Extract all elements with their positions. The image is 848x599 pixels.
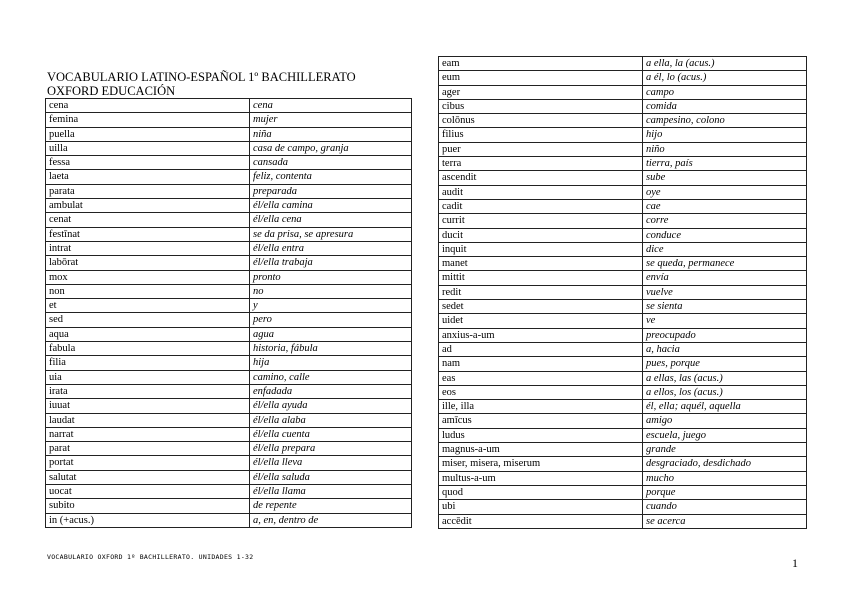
spanish-translation: vuelve xyxy=(643,285,807,299)
latin-term: anxius-a-um xyxy=(439,328,643,342)
table-row xyxy=(46,113,412,127)
table-row xyxy=(46,442,412,456)
table-row xyxy=(46,213,412,227)
latin-term: miser, misera, miserum xyxy=(439,457,643,471)
table-row xyxy=(439,485,807,499)
spanish-translation: se acerca xyxy=(643,514,807,528)
latin-term: sedet xyxy=(439,300,643,314)
table-row xyxy=(439,85,807,99)
latin-term: laeta xyxy=(46,170,250,184)
table-row xyxy=(439,257,807,271)
latin-term: et xyxy=(46,299,250,313)
page-footer: VOCABULARIO OXFORD 1º BACHILLERATO. UNIDADES 1-32 xyxy=(47,553,254,561)
table-row xyxy=(439,185,807,199)
latin-term: cibus xyxy=(439,99,643,113)
latin-term: parata xyxy=(46,184,250,198)
table-row xyxy=(46,513,412,527)
spanish-translation: mujer xyxy=(250,113,412,127)
latin-term: uia xyxy=(46,370,250,384)
title-line-2: OXFORD EDUCACIÓN xyxy=(47,84,176,98)
spanish-translation: escuela, juego xyxy=(643,428,807,442)
spanish-translation: niño xyxy=(643,142,807,156)
spanish-translation: él/ella llama xyxy=(250,485,412,499)
spanish-translation: él/ella cuenta xyxy=(250,427,412,441)
latin-term: ille, illa xyxy=(439,400,643,414)
latin-term: amīcus xyxy=(439,414,643,428)
latin-term: eas xyxy=(439,371,643,385)
latin-term: ludus xyxy=(439,428,643,442)
spanish-translation: a él, lo (acus.) xyxy=(643,71,807,85)
table-row xyxy=(46,284,412,298)
latin-term: subito xyxy=(46,499,250,513)
table-row xyxy=(46,399,412,413)
table-row xyxy=(439,99,807,113)
latin-term: eam xyxy=(439,57,643,71)
spanish-translation: porque xyxy=(643,485,807,499)
spanish-translation: a, en, dentro de xyxy=(250,513,412,527)
table-row xyxy=(439,514,807,528)
table-row xyxy=(439,328,807,342)
spanish-translation: campesino, colono xyxy=(643,114,807,128)
spanish-translation: amigo xyxy=(643,414,807,428)
table-row xyxy=(439,114,807,128)
latin-term: uilla xyxy=(46,141,250,155)
spanish-translation: agua xyxy=(250,327,412,341)
spanish-translation: corre xyxy=(643,214,807,228)
title-line-1: VOCABULARIO LATINO-ESPAÑOL 1º BACHILLERATO xyxy=(47,70,356,84)
latin-term: filia xyxy=(46,356,250,370)
spanish-translation: cae xyxy=(643,199,807,213)
table-row xyxy=(46,270,412,284)
spanish-translation: él/ella trabaja xyxy=(250,256,412,270)
table-row xyxy=(439,142,807,156)
latin-term: ducit xyxy=(439,228,643,242)
table-row xyxy=(46,485,412,499)
table-row xyxy=(46,241,412,255)
spanish-translation: mucho xyxy=(643,471,807,485)
spanish-translation: él/ella entra xyxy=(250,241,412,255)
table-row xyxy=(439,228,807,242)
spanish-translation: tierra, país xyxy=(643,157,807,171)
latin-term: festīnat xyxy=(46,227,250,241)
table-row xyxy=(46,256,412,270)
table-row xyxy=(46,470,412,484)
table-row xyxy=(439,171,807,185)
spanish-translation: hijo xyxy=(643,128,807,142)
spanish-translation: casa de campo, granja xyxy=(250,141,412,155)
spanish-translation: historia, fábula xyxy=(250,342,412,356)
latin-term: intrat xyxy=(46,241,250,255)
spanish-translation: él/ella camina xyxy=(250,199,412,213)
spanish-translation: a ella, la (acus.) xyxy=(643,57,807,71)
spanish-translation: a ellas, las (acus.) xyxy=(643,371,807,385)
table-row xyxy=(439,400,807,414)
spanish-translation: él/ella ayuda xyxy=(250,399,412,413)
table-row xyxy=(46,384,412,398)
latin-term: puer xyxy=(439,142,643,156)
latin-term: quod xyxy=(439,485,643,499)
table-row xyxy=(46,427,412,441)
spanish-translation: a ellos, los (acus.) xyxy=(643,385,807,399)
latin-term: accēdit xyxy=(439,514,643,528)
vocabulary-table-left xyxy=(45,98,412,528)
latin-term: uocat xyxy=(46,485,250,499)
table-row xyxy=(46,199,412,213)
spanish-translation: campo xyxy=(643,85,807,99)
latin-term: filius xyxy=(439,128,643,142)
spanish-translation: él/ella alaba xyxy=(250,413,412,427)
table-row xyxy=(439,357,807,371)
latin-term: fabula xyxy=(46,342,250,356)
latin-term: ambulat xyxy=(46,199,250,213)
spanish-translation: pronto xyxy=(250,270,412,284)
spanish-translation: niña xyxy=(250,127,412,141)
spanish-translation: se queda, permanece xyxy=(643,257,807,271)
latin-term: manet xyxy=(439,257,643,271)
table-row xyxy=(46,499,412,513)
spanish-translation: cuando xyxy=(643,500,807,514)
spanish-translation: pues, porque xyxy=(643,357,807,371)
latin-term: magnus-a-um xyxy=(439,443,643,457)
table-row xyxy=(46,127,412,141)
spanish-translation: no xyxy=(250,284,412,298)
table-row xyxy=(439,443,807,457)
latin-term: colōnus xyxy=(439,114,643,128)
table-row xyxy=(439,342,807,356)
table-row xyxy=(46,99,412,113)
latin-term: uidet xyxy=(439,314,643,328)
latin-term: cenat xyxy=(46,213,250,227)
latin-term: eum xyxy=(439,71,643,85)
table-row xyxy=(439,314,807,328)
spanish-translation: ve xyxy=(643,314,807,328)
latin-term: salutat xyxy=(46,470,250,484)
table-row xyxy=(439,71,807,85)
spanish-translation: oye xyxy=(643,185,807,199)
latin-term: portat xyxy=(46,456,250,470)
spanish-translation: preparada xyxy=(250,184,412,198)
table-row xyxy=(46,299,412,313)
table-row xyxy=(439,300,807,314)
table-row xyxy=(439,385,807,399)
latin-term: ascendit xyxy=(439,171,643,185)
table-row xyxy=(46,156,412,170)
table-row xyxy=(46,413,412,427)
latin-term: ad xyxy=(439,342,643,356)
latin-term: in (+acus.) xyxy=(46,513,250,527)
latin-term: multus-a-um xyxy=(439,471,643,485)
latin-term: cadit xyxy=(439,199,643,213)
table-row xyxy=(439,199,807,213)
latin-term: non xyxy=(46,284,250,298)
latin-term: labōrat xyxy=(46,256,250,270)
latin-term: terra xyxy=(439,157,643,171)
table-row xyxy=(439,471,807,485)
spanish-translation: sube xyxy=(643,171,807,185)
latin-term: nam xyxy=(439,357,643,371)
spanish-translation: envía xyxy=(643,271,807,285)
latin-term: redit xyxy=(439,285,643,299)
spanish-translation: él, ella; aquél, aquella xyxy=(643,400,807,414)
spanish-translation: se da prisa, se apresura xyxy=(250,227,412,241)
spanish-translation: él/ella saluda xyxy=(250,470,412,484)
spanish-translation: cena xyxy=(250,99,412,113)
table-row xyxy=(46,370,412,384)
spanish-translation: dice xyxy=(643,242,807,256)
latin-term: cena xyxy=(46,99,250,113)
latin-term: irata xyxy=(46,384,250,398)
latin-term: narrat xyxy=(46,427,250,441)
table-row xyxy=(439,457,807,471)
table-row xyxy=(439,271,807,285)
table-row xyxy=(46,184,412,198)
spanish-translation: se sienta xyxy=(643,300,807,314)
latin-term: fessa xyxy=(46,156,250,170)
latin-term: parat xyxy=(46,442,250,456)
spanish-translation: preocupado xyxy=(643,328,807,342)
table-row xyxy=(46,170,412,184)
page-number: 1 xyxy=(792,556,798,570)
latin-term: ager xyxy=(439,85,643,99)
page-title xyxy=(47,70,356,98)
table-row xyxy=(439,57,807,71)
spanish-translation: camino, calle xyxy=(250,370,412,384)
latin-term: mittit xyxy=(439,271,643,285)
spanish-translation: pero xyxy=(250,313,412,327)
spanish-translation: y xyxy=(250,299,412,313)
table-row xyxy=(46,227,412,241)
latin-term: audit xyxy=(439,185,643,199)
spanish-translation: feliz, contenta xyxy=(250,170,412,184)
table-row xyxy=(46,456,412,470)
latin-term: puella xyxy=(46,127,250,141)
table-row xyxy=(439,157,807,171)
spanish-translation: enfadada xyxy=(250,384,412,398)
latin-term: femina xyxy=(46,113,250,127)
latin-term: inquit xyxy=(439,242,643,256)
table-row xyxy=(439,242,807,256)
latin-term: laudat xyxy=(46,413,250,427)
spanish-translation: él/ella cena xyxy=(250,213,412,227)
latin-term: ubi xyxy=(439,500,643,514)
spanish-translation: comida xyxy=(643,99,807,113)
spanish-translation: él/ella lleva xyxy=(250,456,412,470)
spanish-translation: grande xyxy=(643,443,807,457)
table-row xyxy=(439,371,807,385)
table-row xyxy=(46,141,412,155)
vocabulary-table-right xyxy=(438,56,807,529)
latin-term: mox xyxy=(46,270,250,284)
spanish-translation: hija xyxy=(250,356,412,370)
latin-term: iuuat xyxy=(46,399,250,413)
table-row xyxy=(439,214,807,228)
spanish-translation: de repente xyxy=(250,499,412,513)
table-row xyxy=(439,500,807,514)
table-row xyxy=(439,285,807,299)
table-row xyxy=(46,327,412,341)
spanish-translation: él/ella prepara xyxy=(250,442,412,456)
spanish-translation: cansada xyxy=(250,156,412,170)
latin-term: sed xyxy=(46,313,250,327)
spanish-translation: desgraciado, desdichado xyxy=(643,457,807,471)
table-row xyxy=(439,128,807,142)
latin-term: aqua xyxy=(46,327,250,341)
table-row xyxy=(46,313,412,327)
spanish-translation: a, hacia xyxy=(643,342,807,356)
spanish-translation: conduce xyxy=(643,228,807,242)
table-row xyxy=(46,356,412,370)
table-row xyxy=(439,414,807,428)
latin-term: currit xyxy=(439,214,643,228)
latin-term: eos xyxy=(439,385,643,399)
table-row xyxy=(439,428,807,442)
table-row xyxy=(46,342,412,356)
